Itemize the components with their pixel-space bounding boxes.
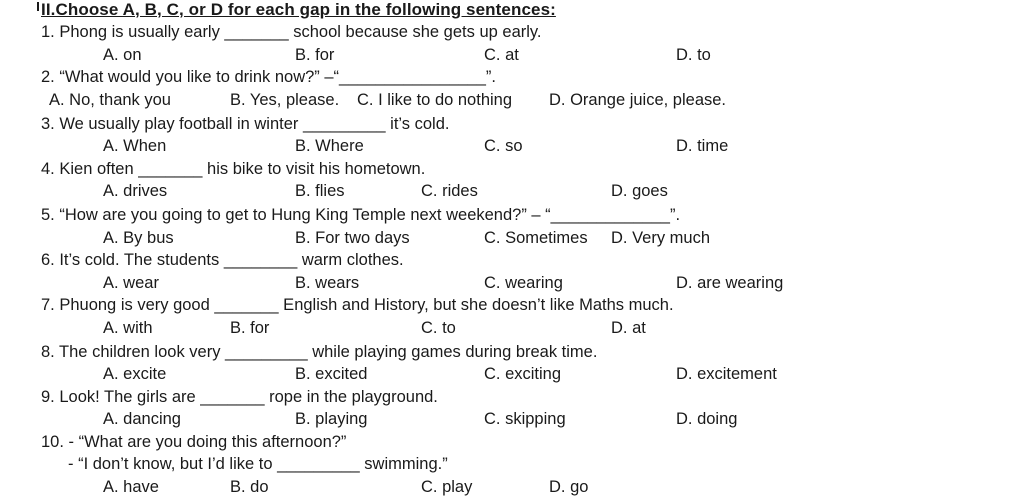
question-1-option-c: C. at — [484, 46, 519, 64]
question-5-option-b: B. For two days — [295, 229, 410, 247]
question-9-option-d: D. doing — [676, 410, 738, 428]
question-8-stem: 8. The children look very _________ while playing games during break time. — [41, 343, 598, 361]
question-1-option-b: B. for — [295, 46, 335, 64]
question-2-stem: 2. “What would you like to drink now?” –“________________”. — [41, 68, 496, 86]
question-2-option-b: B. Yes, please. — [230, 91, 340, 109]
question-3-option-a: A. When — [103, 137, 167, 155]
question-10-stem-reply: - “I don’t know, but I’d like to _________ swimming.” — [68, 455, 448, 473]
question-3-option-d: D. time — [676, 137, 729, 155]
question-4-stem: 4. Kien often _______ his bike to visit his hometown. — [41, 160, 426, 178]
question-4-option-d: D. goes — [611, 182, 668, 200]
question-8-option-d: D. excitement — [676, 365, 777, 383]
question-9-option-c: C. skipping — [484, 410, 566, 428]
question-10-option-b: B. do — [230, 478, 269, 496]
question-8-option-b: B. excited — [295, 365, 368, 383]
question-7-option-b: B. for — [230, 319, 270, 337]
question-5-option-a: A. By bus — [103, 229, 174, 247]
question-5-option-c: C. Sometimes — [484, 229, 588, 247]
question-7-option-c: C. to — [421, 319, 456, 337]
question-4-option-a: A. drives — [103, 182, 168, 200]
question-10-option-c: C. play — [421, 478, 473, 496]
question-5-stem: 5. “How are you going to get to Hung King Temple next weekend?” – “_____________”. — [41, 206, 681, 224]
question-9-option-a: A. dancing — [103, 410, 181, 428]
question-5-option-d: D. Very much — [611, 229, 711, 247]
question-10-option-a: A. have — [103, 478, 159, 496]
question-1-stem: 1. Phong is usually early _______ school because she gets up early. — [41, 23, 542, 41]
question-8-option-a: A. excite — [103, 365, 167, 383]
question-3-stem: 3. We usually play football in winter _________ it’s cold. — [41, 115, 450, 133]
question-7-option-a: A. with — [103, 319, 153, 337]
question-2-option-d: D. Orange juice, please. — [549, 91, 727, 109]
page-edge-mark — [37, 2, 39, 11]
question-2-option-a: A. No, thank you — [49, 91, 171, 109]
question-6-option-d: D. are wearing — [676, 274, 784, 292]
question-1-option-d: D. to — [676, 46, 711, 64]
question-3-option-c: C. so — [484, 137, 523, 155]
question-9-option-b: B. playing — [295, 410, 368, 428]
question-1-option-a: A. on — [103, 46, 142, 64]
question-7-option-d: D. at — [611, 319, 646, 337]
question-8-option-c: C. exciting — [484, 365, 562, 383]
question-6-option-c: C. wearing — [484, 274, 563, 292]
question-6-option-a: A. wear — [103, 274, 159, 292]
question-9-stem: 9. Look! The girls are _______ rope in the playground. — [41, 388, 438, 406]
question-10-option-d: D. go — [549, 478, 589, 496]
question-7-stem: 7. Phuong is very good _______ English and History, but she doesn’t like Maths much. — [41, 296, 674, 314]
question-2-option-c: C. I like to do nothing — [357, 91, 513, 109]
question-4-option-b: B. flies — [295, 182, 345, 200]
question-6-stem: 6. It’s cold. The students ________ warm clothes. — [41, 251, 404, 269]
question-6-option-b: B. wears — [295, 274, 360, 292]
question-4-option-c: C. rides — [421, 182, 478, 200]
section-title: II.Choose A, B, C, or D for each gap in the following sentences: — [41, 0, 556, 19]
question-10-stem: 10. - “What are you doing this afternoon?” — [41, 433, 347, 451]
question-3-option-b: B. Where — [295, 137, 364, 155]
